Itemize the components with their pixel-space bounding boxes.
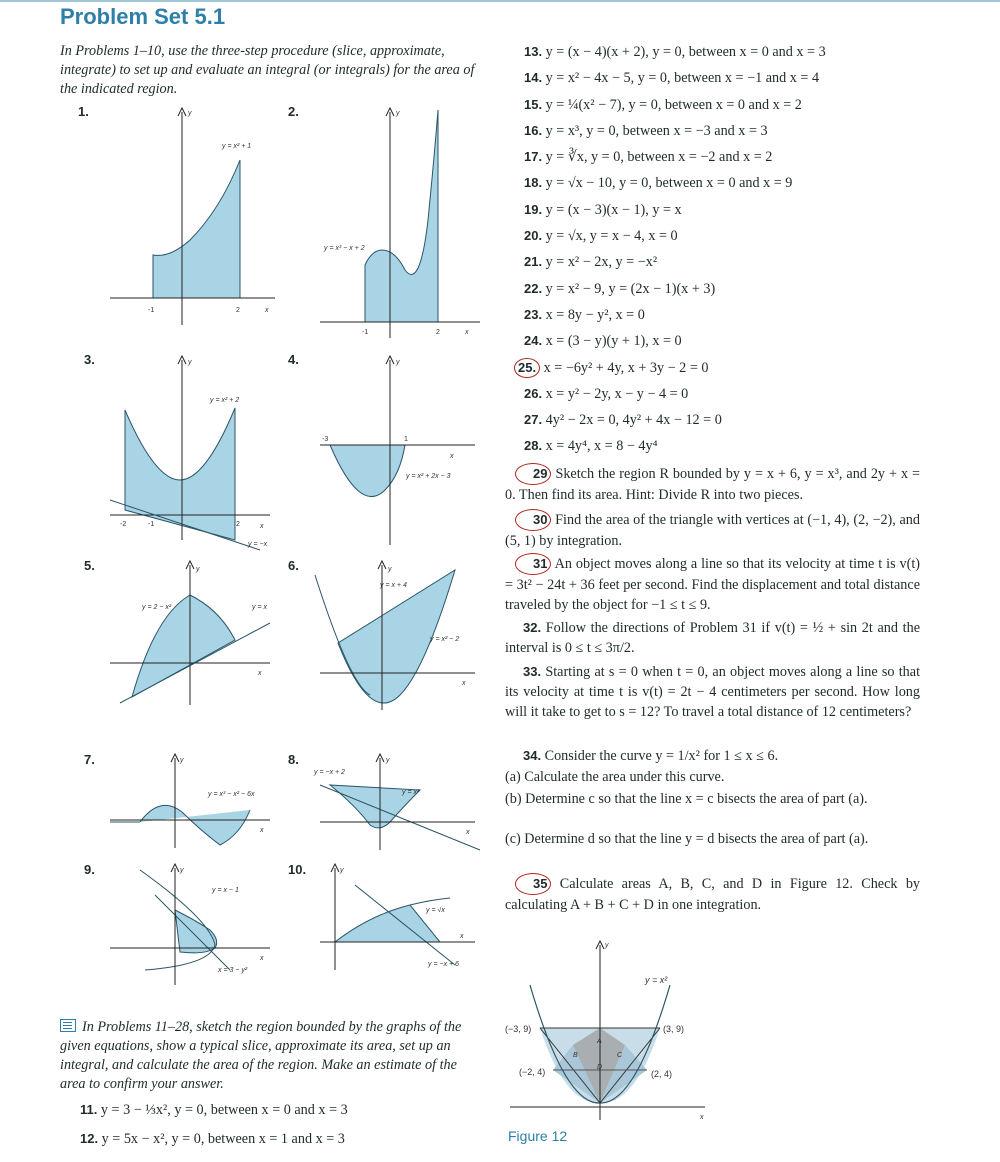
problem-26: 26. x = y² − 2y, x − y − 4 = 0 [524, 386, 689, 402]
figure-3 [100, 350, 280, 555]
problem-35: 35 Calculate areas A, B, C, and D in Figure 12. Check by calculating A + B + C + D in one integration. [505, 873, 920, 915]
problem-13: 13. y = (x − 4)(x + 2), y = 0, between x = 0 and x = 3 [524, 44, 826, 60]
problem-16: 16. y = x³, y = 0, between x = −3 and x = 3 [524, 123, 768, 139]
problem-22: 22. y = x² − 9, y = (2x − 1)(x + 3) [524, 281, 716, 297]
top-rule [0, 0, 1000, 2]
fig6-x-label: x [462, 680, 466, 687]
problem-34a: (a) Calculate the area under this curve. [505, 769, 725, 785]
fig12-x-label: x [700, 1114, 704, 1121]
problem-23: 23. x = 8y − y², x = 0 [524, 307, 645, 323]
fig4-curve-label: y = x² + 2x − 3 [406, 473, 451, 480]
figure-7 [100, 750, 280, 855]
problem-30: 30 Find the area of the triangle with vertices at (−1, 4), (2, −2), and (5, 1) by integration. [505, 509, 920, 551]
figure-10 [310, 860, 485, 985]
fig5-y-label: y [196, 566, 200, 573]
problem-33: 33. Starting at s = 0 when t = 0, an object moves along a line so that its velocity at time t is v(t) = 2t − 4 centimeters per second. How long will it take to get to s = 12? To travel a total distance of 12 centimeters? [505, 664, 921, 720]
fig4-tick: 1 [404, 436, 408, 443]
circled-number: 29 [515, 463, 551, 485]
intro-text: In Problems 1–10, use the three-step procedure (slice, approximate, integrate) to set up and evaluate an integral (or integrals) for the area of the indicated region. [60, 43, 475, 97]
fig3-y-label: y [188, 359, 192, 366]
circled-number: 35 [515, 873, 551, 895]
fig12-region-label: A [597, 1038, 602, 1045]
problem-34c: (c) Determine d so that the line y = d bisects the area of part (a). [505, 831, 869, 847]
figure-4 [310, 350, 485, 555]
problem-15: 15. y = ¼(x² − 7), y = 0, between x = 0 and x = 2 [524, 97, 802, 113]
fig7-curve-label: y = x³ − x² − 6x [208, 791, 255, 798]
figure-5 [100, 555, 280, 720]
fig1-tick: 2 [236, 307, 240, 314]
problem-32: 32. Follow the directions of Problem 31 if v(t) = ½ + sin 2t and the interval is 0 ≤ t ≤ 3π/2. [505, 620, 921, 656]
fig3-tick: -1 [148, 521, 155, 528]
fig9-line-label: y = x − 1 [212, 887, 239, 894]
fig2-y-label: y [396, 110, 400, 117]
fig4-x-label: x [450, 453, 454, 460]
circled-number: 31 [515, 553, 551, 575]
fig2-curve-label: y = x³ − x + 2 [324, 245, 365, 252]
fig1-tick: -1 [148, 307, 155, 314]
fig2-tick: -1 [362, 329, 369, 336]
figure-1 [100, 100, 280, 335]
fig12-region-label: B [573, 1052, 578, 1059]
problem-31: 31 An object moves along a line so that its velocity at time t is v(t) = 3t² − 24t + 36 feet per second. Find the displacement and total distance traveled by the object for −1 ≤ t ≤ 9. [505, 553, 920, 615]
fig9-y-label: y [180, 867, 184, 874]
problem-14: 14. y = x² − 4x − 5, y = 0, between x = −1 and x = 4 [524, 70, 820, 86]
fig12-region-label: C [617, 1052, 623, 1059]
fig4-y-label: y [396, 359, 400, 366]
fig3-curve-label: y = x² + 2 [210, 397, 240, 404]
problem-34: 34. Consider the curve y = 1/x² for 1 ≤ x ≤ 6. [523, 748, 779, 764]
figure-8 [310, 750, 485, 860]
fig3-line-label: y = −x [248, 541, 268, 548]
fig8-x-label: x [466, 829, 470, 836]
intro-11-28-text: In Problems 11–28, sketch the region bounded by the graphs of the given equations, show a typical slice, approximate its area, set up an integral, and calculate the area of the region. Make an estimate of the area to confirm your answer. [60, 1019, 462, 1092]
fig10-y-label: y [340, 867, 344, 874]
figure-6 [310, 555, 485, 720]
circled-number: 30 [515, 509, 551, 531]
fig4-number: 4. [288, 352, 299, 367]
fig1-curve-label: y = x² + 1 [222, 143, 252, 150]
fig12-point: (−2, 4) [519, 1067, 546, 1077]
fig7-x-label: x [260, 827, 264, 834]
fig8-y-label: y [386, 757, 390, 764]
fig5-line-label: y = x [252, 604, 267, 611]
fig2-number: 2. [288, 104, 299, 119]
fig12-point: (2, 4) [651, 1069, 673, 1079]
fig10-line-label: y = −x + 6 [428, 961, 459, 968]
fig12-point: (−3, 9) [505, 1024, 532, 1034]
fig5-number: 5. [84, 558, 95, 573]
fig2-x-label: x [465, 329, 469, 336]
fig10-number: 10. [288, 862, 307, 877]
fig1-number: 1. [78, 104, 89, 119]
fig7-y-label: y [180, 757, 184, 764]
figure-2 [310, 100, 485, 345]
figure-12 [505, 935, 725, 1130]
fig3-x-label: x [260, 523, 264, 530]
fig6-number: 6. [288, 558, 299, 573]
calculator-icon [60, 1019, 76, 1032]
fig12-point: (3, 9) [663, 1024, 685, 1034]
fig8-number: 8. [288, 752, 299, 767]
problem-27: 27. 4y² − 2x = 0, 4y² + 4x − 12 = 0 [524, 412, 722, 428]
fig6-curve-label: y = x² − 2 [430, 636, 460, 643]
fig7-number: 7. [84, 752, 95, 767]
fig5-x-label: x [258, 670, 262, 677]
figure-12-caption: Figure 12 [508, 1128, 568, 1144]
fig1-y-label: y [188, 110, 192, 117]
problem-20: 20. y = √x, y = x − 4, x = 0 [524, 228, 678, 244]
fig12-y-label: y [605, 942, 609, 949]
problem-28: 28. x = 4y⁴, x = 8 − 4y⁴ [524, 438, 658, 454]
fig6-y-label: y [388, 566, 392, 573]
fig8-line-label: y = −x + 2 [314, 769, 345, 776]
fig12-curve-label: y = x² [645, 975, 668, 985]
fig10-curve-label: y = √x [426, 907, 445, 914]
problem-21: 21. y = x² − 2x, y = −x² [524, 254, 658, 270]
intro-11-28 [60, 1018, 480, 1094]
problem-19: 19. y = (x − 3)(x − 1), y = x [524, 202, 682, 218]
fig6-line-label: y = x + 4 [380, 582, 407, 589]
page-title: Problem Set 5.1 [60, 4, 226, 29]
fig9-curve-label: x = 3 − y² [218, 967, 248, 974]
problem-24: 24. x = (3 − y)(y + 1), x = 0 [524, 333, 682, 349]
problem-34b: (b) Determine c so that the line x = c bisects the area of part (a). [505, 791, 868, 807]
problem-17: 17. y = ∛x, y = 0, between x = −2 and x = 2 [524, 149, 773, 165]
problem-11: 11. y = 3 − ⅓x², y = 0, between x = 0 and x = 3 [80, 1102, 348, 1118]
fig4-tick: -3 [322, 436, 329, 443]
fig3-tick: 2 [236, 521, 240, 528]
problem-29: 29 Sketch the region R bounded by y = x + 6, y = x³, and 2y + x = 0. Then find its area. Hint: Divide R into two pieces. [505, 463, 920, 505]
problem-12: 12. y = 5x − x², y = 0, between x = 1 and x = 3 [80, 1131, 345, 1147]
problem-25: 25. x = −6y² + 4y, x + 3y − 2 = 0 [518, 358, 708, 378]
figure-9 [100, 860, 280, 995]
circled-number: 25. [514, 358, 540, 378]
fig9-x-label: x [260, 955, 264, 962]
fig3-tick: -2 [120, 521, 127, 528]
fig3-number: 3. [84, 352, 95, 367]
fig8-curve-label: y = x² [402, 789, 420, 796]
fig12-region-label: D [597, 1064, 603, 1071]
problem-18: 18. y = √x − 10, y = 0, between x = 0 and x = 9 [524, 175, 793, 191]
fig1-x-label: x [265, 307, 269, 314]
fig10-x-label: x [460, 933, 464, 940]
fig2-tick: 2 [436, 329, 440, 336]
fig9-number: 9. [84, 862, 95, 877]
fig5-curve-label: y = 2 − x² [142, 604, 172, 611]
